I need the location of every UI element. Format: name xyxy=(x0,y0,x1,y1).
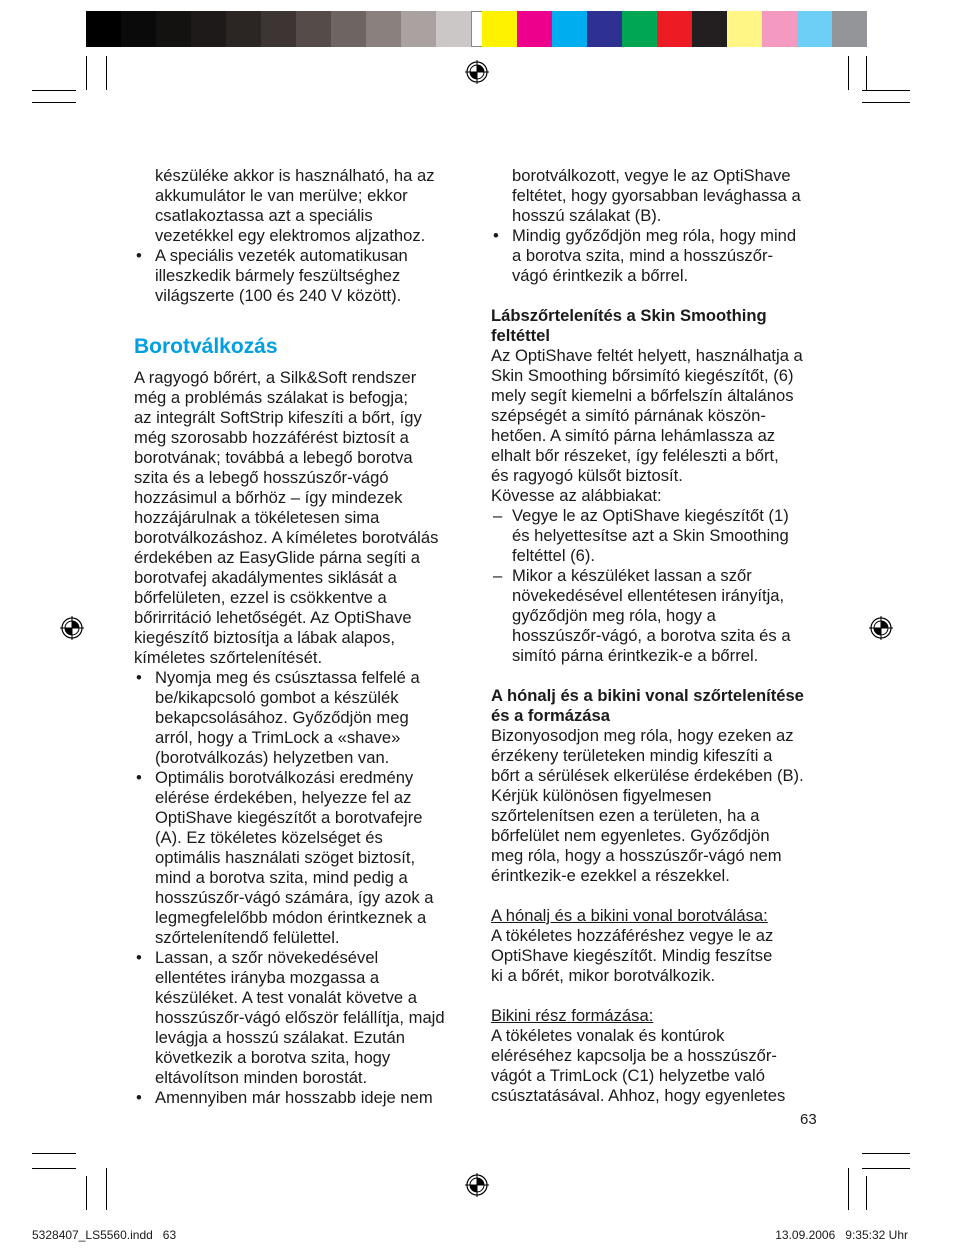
text-line: Kérjük különösen figyelmesen xyxy=(491,786,712,805)
left-column xyxy=(134,166,464,1108)
crop-mark-top-right-h2 xyxy=(862,90,910,91)
bullet-list xyxy=(134,668,464,1108)
text-line: ellentétes irányba mozgassa a xyxy=(155,968,380,987)
text-line: bőrt a sérülések elkerülése érdekében (B). xyxy=(491,766,804,785)
crop-mark-bottom-right-v xyxy=(848,1168,849,1210)
text-line: Skin Smoothing bőrsimító kiegészítőt, (6) xyxy=(491,366,794,385)
footer-file-info: 5328407_LS5560.indd 63 xyxy=(32,1228,177,1242)
text-line: bőrfelületen, ezzel is csökkentve a xyxy=(134,588,387,607)
text-line: be/kikapcsoló gombot a készülék xyxy=(155,688,399,707)
text-line: hosszú szálakat (B). xyxy=(512,206,662,225)
text-line: eléréséhez kapcsolja be a hosszúszőr- xyxy=(491,1046,777,1065)
text-line: szőrtelenítsen ezen a területen, ha a xyxy=(491,806,760,825)
text-line: és helyettesítse azt a Skin Smoothing xyxy=(512,526,789,545)
text-line: feltéttel (6). xyxy=(512,546,596,565)
text-line: hosszúszőr-vágó, a borotva szita és a xyxy=(512,626,791,645)
text-line: Bizonyosodjon meg róla, hogy ezeken az xyxy=(491,726,794,745)
text-line: Kövesse az alábbiakat: xyxy=(491,486,662,505)
crop-mark-top-right-h xyxy=(862,102,910,103)
subsection-underarm-text xyxy=(491,926,825,986)
text-line: mind a borotva szita, mind pedig a xyxy=(155,868,408,887)
color-swatch xyxy=(587,11,622,47)
bullet-marker: – xyxy=(493,566,503,585)
text-line: (A). Ez tökéletes közelséget és xyxy=(155,828,383,847)
text-line: A tökéletes hozzáféréshez vegye le az xyxy=(491,926,774,945)
text-line: feltétet, hogy gyorsabban levághassa a xyxy=(512,186,801,205)
text-line: borotválkozott, vegye le az OptiShave xyxy=(512,166,791,185)
text-line: Lábszőrtelenítés a Skin Smoothing xyxy=(491,306,767,325)
text-line: A tökéletes vonalak és kontúrok xyxy=(491,1026,725,1045)
bullet-marker: • xyxy=(136,1088,142,1107)
skin-smoothing-paragraph xyxy=(491,346,825,506)
text-line: vágót a TrimLock (C1) helyzetbe való xyxy=(491,1066,765,1085)
text-line: még a problémás szálakat is befogja; xyxy=(134,388,408,407)
text-line: bekapcsolásához. Győződjön meg xyxy=(155,708,409,727)
list-item xyxy=(134,1088,464,1108)
text-line: hozzásimul a bőrhöz – így mindezek xyxy=(134,488,403,507)
text-line: kíméletes szőrtelenítését. xyxy=(134,648,323,667)
text-line: levágja a hosszú szálakat. Ezután xyxy=(155,1028,405,1047)
color-swatch xyxy=(156,11,191,47)
subsection-bikini-text xyxy=(491,1026,825,1106)
text-line: hosszúszőr-vágó először felállítja, majd xyxy=(155,1008,445,1027)
bullet-marker: – xyxy=(493,506,503,525)
bullet-marker: • xyxy=(136,768,142,787)
text-line: Amennyiben már hosszabb ideje nem xyxy=(155,1088,433,1107)
text-line: akkumulátor le van merülve; ekkor xyxy=(155,186,408,205)
text-line: eltávolítson minden borostát. xyxy=(155,1068,368,1087)
color-swatch xyxy=(296,11,331,47)
text-line: Lassan, a szőr növekedésével xyxy=(155,948,379,967)
color-swatch xyxy=(692,11,727,47)
bullet-list-top xyxy=(134,246,464,306)
text-line: ki a bőrét, mikor borotválkozik. xyxy=(491,966,716,985)
bullet-list-top-right xyxy=(491,226,825,286)
text-line: (borotválkozás) helyzetben van. xyxy=(155,748,390,767)
subheading-skin-smoothing xyxy=(491,306,825,346)
text-line: érintkezik-e ezekkel a részekkel. xyxy=(491,866,730,885)
text-line: elérése érdekében, helyezze fel az xyxy=(155,788,412,807)
color-swatch xyxy=(832,11,867,47)
text-line: borotválkozáshoz. A kíméletes borotválás xyxy=(134,528,439,547)
text-line: mely segít kiemelni a bőrfelszín általános xyxy=(491,386,794,405)
text-line: csatlakoztassa azt a speciális xyxy=(155,206,373,225)
subsection-title-underarm: A hónalj és a bikini vonal borotválása: xyxy=(491,906,768,925)
text-line: A hónalj és a bikini vonal szőrtelenítése xyxy=(491,686,804,705)
registration-mark-icon xyxy=(60,616,84,640)
dash-list xyxy=(491,506,825,666)
intro-text xyxy=(134,166,464,246)
crop-mark-bottom-right-v2 xyxy=(866,1176,867,1210)
section-paragraph xyxy=(134,368,464,668)
text-line: Vegye le az OptiShave kiegészítőt (1) xyxy=(512,506,789,525)
text-line: arról, hogy a TrimLock a «shave» xyxy=(155,728,401,747)
registration-mark-icon xyxy=(465,60,489,84)
crop-mark-top-left-v2 xyxy=(86,56,87,90)
text-line: és a formázása xyxy=(491,706,610,725)
subheading-underarm-bikini xyxy=(491,686,825,726)
section-heading: Borotválkozás xyxy=(134,335,278,358)
text-line: Optimális borotválkozási eredmény xyxy=(155,768,414,787)
crop-mark-top-left-h2 xyxy=(32,90,76,91)
text-line: feltéttel xyxy=(491,326,551,345)
text-line: világszerte (100 és 240 V között). xyxy=(155,286,402,305)
color-swatch xyxy=(191,11,226,47)
list-item xyxy=(134,246,464,306)
color-swatch xyxy=(657,11,692,47)
text-line: illeszkedik bármely feszültséghez xyxy=(155,266,401,285)
text-line: következik a borotva szita, hogy xyxy=(155,1048,391,1067)
text-line: csúsztatásával. Ahhoz, hogy egyenletes xyxy=(491,1086,786,1105)
underarm-bikini-paragraph xyxy=(491,726,825,886)
text-line: bőrfelület nem egyenletes. Győződjön xyxy=(491,826,770,845)
text-line: vágó érintkezik a bőrrel. xyxy=(512,266,689,285)
color-swatch xyxy=(762,11,797,47)
text-line: simító párna érintkezik-e a bőrrel. xyxy=(512,646,759,665)
crop-mark-bottom-left-h xyxy=(32,1153,76,1154)
text-line: hetően. A simító párna lehámlassza az xyxy=(491,426,776,445)
text-line: szőrtelenítendő felülettel. xyxy=(155,928,340,947)
subsection-title-bikini: Bikini rész formázása: xyxy=(491,1006,654,1025)
crop-mark-top-left-v xyxy=(106,56,107,90)
bullet-marker: • xyxy=(136,246,142,265)
color-swatch xyxy=(261,11,296,47)
text-line: Mikor a készüléket lassan a szőr xyxy=(512,566,752,585)
crop-mark-bottom-right-h xyxy=(862,1153,910,1154)
text-line: A speciális vezeték automatikusan xyxy=(155,246,408,265)
text-line: készüléke akkor is használható, ha az xyxy=(155,166,435,185)
color-swatch xyxy=(226,11,261,47)
list-item xyxy=(134,948,464,1088)
process-color-bar xyxy=(482,11,867,47)
crop-mark-bottom-left-h2 xyxy=(32,1168,76,1169)
page-number: 63 xyxy=(800,1111,817,1128)
color-swatch xyxy=(727,11,762,47)
color-swatch xyxy=(517,11,552,47)
grayscale-color-bar xyxy=(86,11,506,47)
text-line: optimális használati szöget biztosít, xyxy=(155,848,416,867)
text-line: bőrirritáció lehetőségét. Az OptiShave xyxy=(134,608,412,627)
continuation-text xyxy=(491,166,825,226)
color-swatch xyxy=(366,11,401,47)
text-line: hosszúszőr-vágó számára, így azok a xyxy=(155,888,434,907)
color-swatch xyxy=(86,11,121,47)
text-line: érzékeny területeken mindig kifeszíti a xyxy=(491,746,773,765)
color-swatch xyxy=(121,11,156,47)
color-swatch xyxy=(482,11,517,47)
text-line: Nyomja meg és csúsztassa felfelé a xyxy=(155,668,420,687)
text-line: érdekében az EasyGlide párna segíti a xyxy=(134,548,420,567)
text-line: OptiShave kiegészítőt. Mindig feszítse xyxy=(491,946,773,965)
text-line: a borotva szita, mind a hosszúszőr- xyxy=(512,246,774,265)
crop-mark-bottom-left-v2 xyxy=(106,1168,107,1210)
crop-mark-top-right-v xyxy=(848,56,849,90)
text-line: OptiShave kiegészítőt a borotvafejre xyxy=(155,808,423,827)
intro-continuation xyxy=(134,166,464,246)
text-line: növekedésével ellentétesen irányítja, xyxy=(512,586,785,605)
color-swatch xyxy=(436,11,471,47)
text-line: győződjön meg róla, hogy a xyxy=(512,606,716,625)
color-swatch xyxy=(797,11,832,47)
text-line: A ragyogó bőrért, a Silk&Soft rendszer xyxy=(134,368,417,387)
registration-mark-icon xyxy=(465,1173,489,1197)
bullet-marker: • xyxy=(136,668,142,687)
text-line: szépségét a simító párnának köszön- xyxy=(491,406,766,425)
registration-mark-icon xyxy=(869,616,893,640)
list-item xyxy=(134,768,464,948)
text-line: vezetékkel egy elektromos aljzathoz. xyxy=(155,226,426,245)
list-item xyxy=(491,506,825,566)
bullet-marker: • xyxy=(136,948,142,967)
crop-mark-top-left-h xyxy=(32,102,76,103)
crop-mark-top-right-v2 xyxy=(866,56,867,90)
text-line: elhalt bőr részeket, így feléleszti a bőrt, xyxy=(491,446,779,465)
color-swatch xyxy=(552,11,587,47)
text-line: még szorosabb hozzáférést biztosít a xyxy=(134,428,409,447)
crop-mark-bottom-left-v xyxy=(86,1176,87,1210)
list-item xyxy=(491,226,825,286)
color-swatch xyxy=(331,11,366,47)
bullet-marker: • xyxy=(493,226,499,245)
color-swatch xyxy=(401,11,436,47)
list-item xyxy=(491,566,825,666)
color-swatch xyxy=(622,11,657,47)
text-line: az integrált SoftStrip kifeszíti a bőrt, így xyxy=(134,408,422,427)
text-line: készüléket. A test vonalát követve a xyxy=(155,988,417,1007)
text-line: hozzájárulnak a tökéletesen sima xyxy=(134,508,380,527)
text-line: és ragyogó külsőt biztosít. xyxy=(491,466,683,485)
text-line: borotvafej akadálymentes siklását a xyxy=(134,568,397,587)
list-item xyxy=(134,668,464,768)
footer-timestamp: 13.09.2006 9:35:32 Uhr xyxy=(775,1228,908,1242)
text-line: kiegészítő biztosítja a lábak alapos, xyxy=(134,628,396,647)
text-line: szita és a lebegő hosszúszőr-vágó xyxy=(134,468,389,487)
right-column xyxy=(491,166,825,1106)
crop-mark-bottom-right-h2 xyxy=(862,1168,910,1169)
text-line: Az OptiShave feltét helyett, használhatja a xyxy=(491,346,803,365)
text-line: legmegfelelőbb módon érintkeznek a xyxy=(155,908,427,927)
text-line: Mindig győződjön meg róla, hogy mind xyxy=(512,226,797,245)
text-line: borotvának; továbbá a lebegő borotva xyxy=(134,448,413,467)
text-line: meg róla, hogy a hosszúszőr-vágó nem xyxy=(491,846,782,865)
